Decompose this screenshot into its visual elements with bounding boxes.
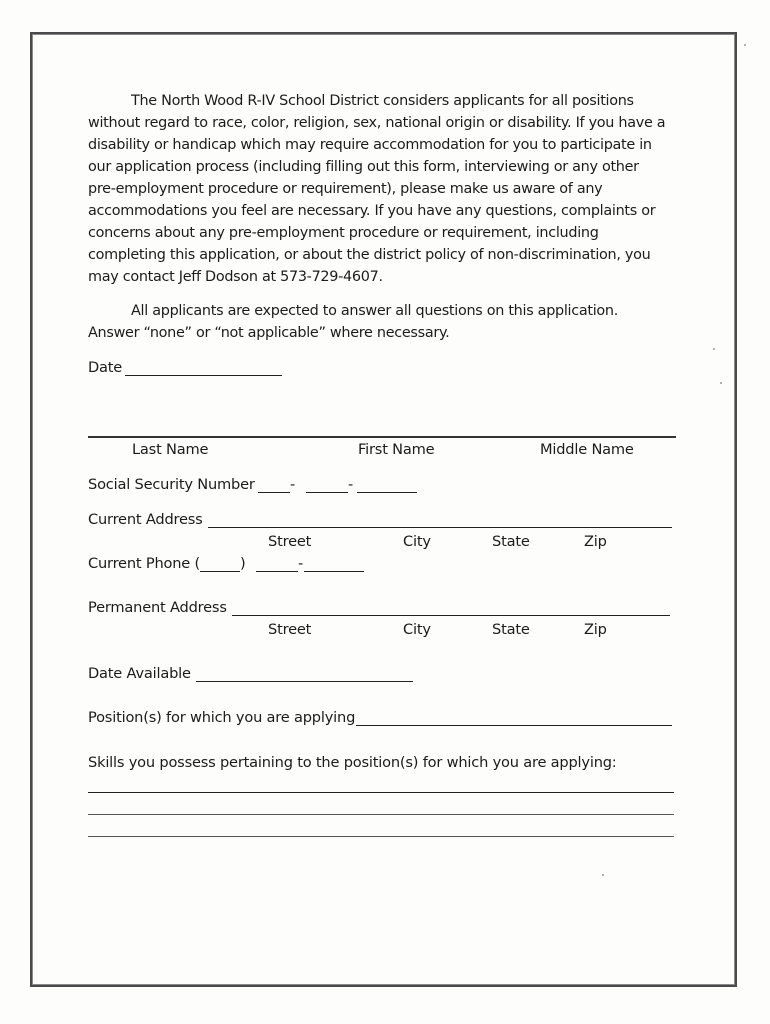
date-available-label: Date Available [88, 665, 191, 682]
middle-name-label: Middle Name [540, 441, 634, 458]
phone-paren-close: ) [240, 555, 246, 572]
scan-speck [744, 44, 746, 46]
instructions-body: Answer “none” or “not applicable” where necessary. [88, 325, 450, 341]
current-state-label: State [492, 533, 530, 550]
ssn-part-3[interactable] [357, 492, 417, 493]
date-label: Date [88, 359, 123, 376]
nondiscrimination-paragraph [88, 90, 668, 288]
phone-prefix[interactable] [256, 571, 298, 572]
scan-speck [713, 348, 715, 350]
nondiscrimination-first-line: The North Wood R-IV School District considers applicants for all positions [131, 93, 634, 109]
date-available-field[interactable] [196, 681, 413, 682]
skills-line-1[interactable] [88, 792, 674, 793]
permanent-street-label: Street [268, 621, 312, 638]
phone-area-code[interactable] [200, 571, 240, 572]
ssn-separator-2: - [348, 476, 354, 493]
phone-line-number[interactable] [304, 571, 364, 572]
current-address-field[interactable] [208, 527, 672, 528]
positions-label: Position(s) for which you are applying [88, 709, 356, 726]
instructions-first-line: All applicants are expected to answer all questions on this application. [131, 303, 619, 319]
scan-speck [602, 874, 604, 876]
phone-separator: - [298, 555, 304, 572]
permanent-address-label: Permanent Address [88, 599, 227, 616]
ssn-label: Social Security Number [88, 476, 255, 493]
date-field[interactable] [125, 375, 282, 376]
current-zip-label: Zip [584, 533, 607, 550]
skills-line-2[interactable] [88, 814, 674, 815]
last-name-label: Last Name [132, 441, 209, 458]
first-name-label: First Name [358, 441, 435, 458]
skills-label: Skills you possess pertaining to the position(s) for which you are applying: [88, 754, 617, 771]
nondiscrimination-body: without regard to race, color, religion, sex, national origin or disability. If you have a disability or handicap which may require accommodation for you to participate in our application process (including filling out this form, interviewing or any other pre-employment procedure or requirement), please make us aware of any accommodations you feel are necessary. If you have any questions, complaints or concerns about any pre-employment procedure or requirement, including completing this application, or about the district policy of non-discrimination, you may contact Jeff Dodson at 573-729-4607. [88, 115, 666, 285]
permanent-city-label: City [403, 621, 431, 638]
permanent-state-label: State [492, 621, 530, 638]
instructions-paragraph [88, 300, 668, 344]
permanent-zip-label: Zip [584, 621, 607, 638]
skills-line-3[interactable] [88, 836, 674, 837]
current-phone-label: Current Phone ( [88, 555, 200, 572]
current-address-label: Current Address [88, 511, 203, 528]
ssn-separator-1: - [290, 476, 296, 493]
positions-field[interactable] [356, 725, 672, 726]
permanent-address-field[interactable] [232, 615, 670, 616]
ssn-part-2[interactable] [306, 492, 348, 493]
scan-speck [720, 382, 722, 384]
current-city-label: City [403, 533, 431, 550]
name-field[interactable] [88, 436, 676, 438]
current-street-label: Street [268, 533, 312, 550]
ssn-part-1[interactable] [258, 492, 290, 493]
